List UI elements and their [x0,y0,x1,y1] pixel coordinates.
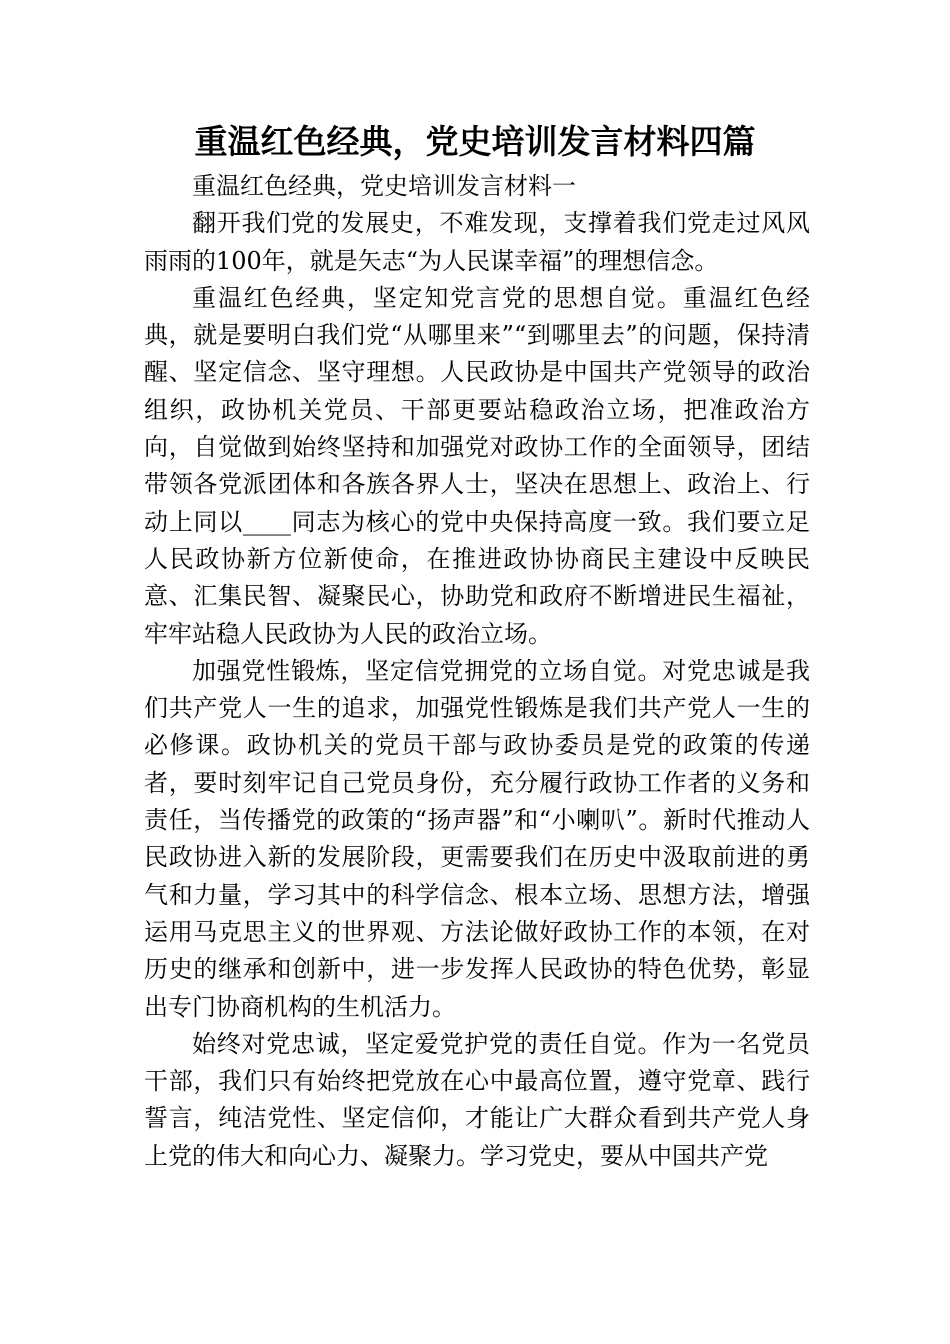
document-body [144,168,810,1175]
paragraph: 翻开我们党的发展史，不难发现，支撑着我们党走过风风雨雨的100年，就是矢志“为人民谋幸福”的理想信念。 [144,209,810,275]
paragraph: 始终对党忠诚，坚定爱党护党的责任自觉。作为一名党员干部，我们只有始终把党放在心中最高位置，遵守党章、践行誓言，纯洁党性、坚定信仰，才能让广大群众看到共产党人身上党的伟大和向心力、凝聚力。学习党史，要从中国共产党 [144,1029,810,1170]
paragraph-subtitle: 重温红色经典，党史培训发言材料一 [192,172,576,200]
paragraph: 加强党性锻炼，坚定信党拥党的立场自觉。对党忠诚是我们共产党人一生的追求，加强党性锻炼是我们共产党人一生的必修课。政协机关的党员干部与政协委员是党的政策的传递者，要时刻牢记自己党员身份，充分履行政协工作者的义务和责任，当传播党的政策的“扬声器”和“小喇叭”。新时代推动人民政协进入新的发展阶段，更需要我们在历史中汲取前进的勇气和力量，学习其中的科学信念、根本立场、思想方法，增强运用马克思主义的世界观、方法论做好政协工作的本领，在对历史的继承和创新中，进一步发挥人民政协的特色优势，彰显出专门协商机构的生机活力。 [144,656,810,1021]
paragraph: 重温红色经典，坚定知党言党的思想自觉。重温红色经典，就是要明白我们党“从哪里来”“到哪里去”的问题，保持清醒、坚定信念、坚守理想。人民政协是中国共产党领导的政治组织，政协机关党员、干部更要站稳政治立场，把准政治方向，自觉做到始终坚持和加强党对政协工作的全面领导，团结带领各党派团体和各族各界人士，坚决在思想上、政治上、行动上同以____同志为核心的党中央保持高度一致。我们要立足人民政协新方位新使命，在推进政协协商民主建设中反映民意、汇集民智、凝聚民心，协助党和政府不断增进民生福祉，牢牢站稳人民政协为人民的政治立场。 [144,283,810,648]
document-title: 重温红色经典，党史培训发言材料四篇 [194,122,756,161]
